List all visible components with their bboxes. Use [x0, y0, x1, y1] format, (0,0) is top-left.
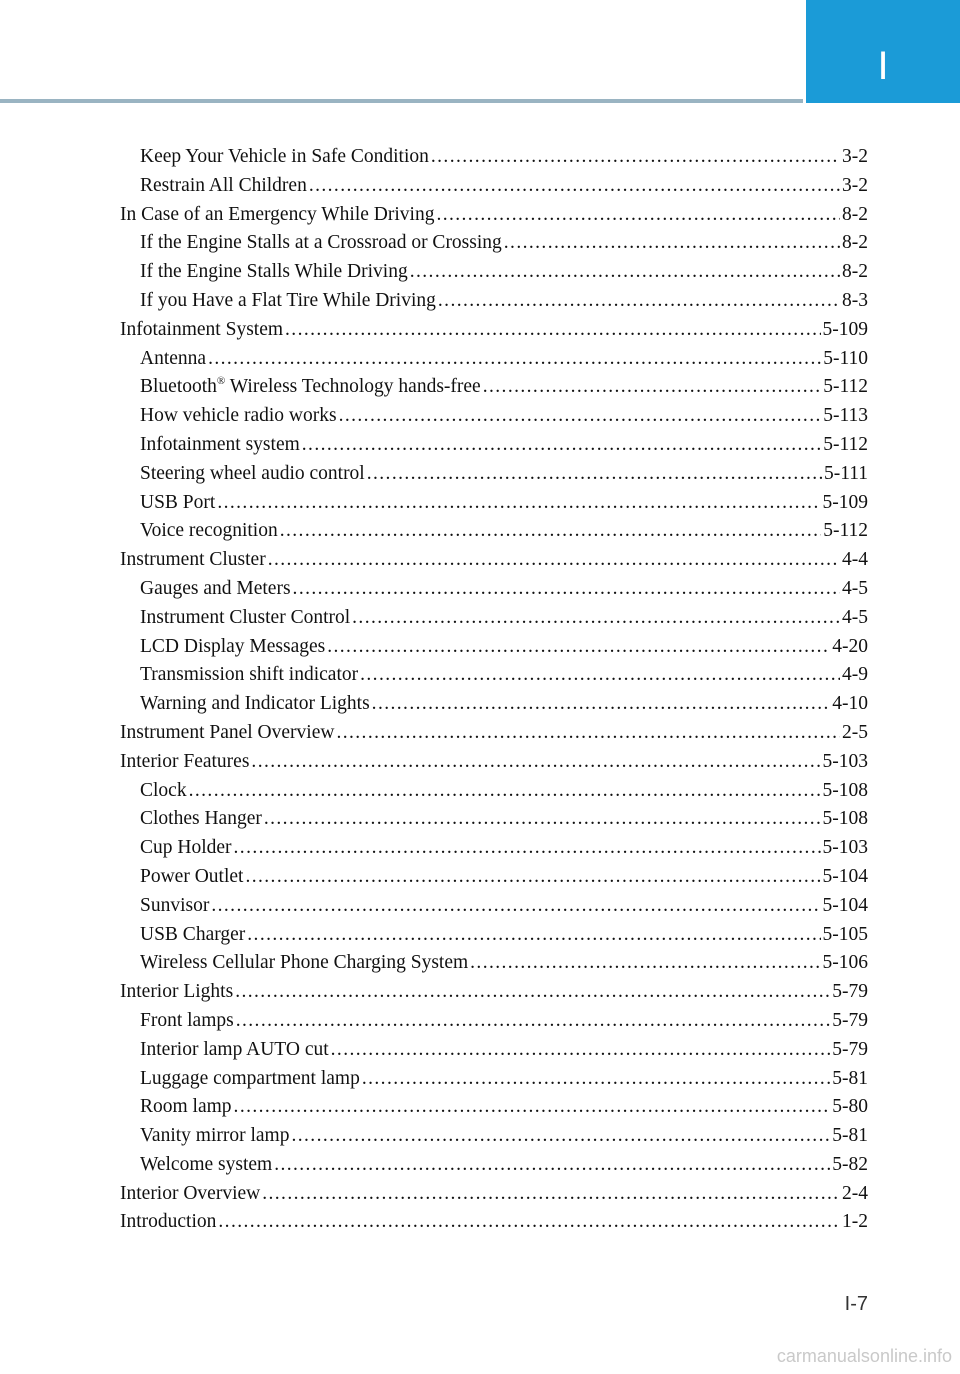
- dot-leader: [431, 143, 840, 172]
- page-number: I-7: [844, 1293, 868, 1315]
- dot-leader: [339, 402, 822, 431]
- index-entry[interactable]: [120, 978, 868, 1007]
- dot-leader: [336, 719, 840, 748]
- entry-label: Room lamp: [140, 1096, 232, 1118]
- dot-leader: [483, 373, 822, 402]
- entry-label: Infotainment System: [120, 318, 284, 340]
- entry-page-ref: 4-5: [842, 606, 868, 628]
- dot-leader: [470, 949, 820, 978]
- entry-page-ref: 4-5: [842, 577, 868, 599]
- dot-leader: [372, 690, 831, 719]
- entry-label: Front lamps: [140, 1009, 234, 1031]
- index-entry[interactable]: [120, 1208, 868, 1237]
- entry-page-ref: 5-112: [823, 376, 868, 398]
- registered-mark: ®: [216, 375, 226, 388]
- index-subentry[interactable]: [120, 1151, 868, 1180]
- dot-leader: [211, 892, 820, 921]
- index-subentry[interactable]: [120, 777, 868, 806]
- entry-page-ref: 5-82: [832, 1153, 868, 1175]
- entry-label: Instrument Panel Overview: [120, 721, 335, 743]
- entry-page-ref: 3-2: [842, 146, 868, 167]
- entry-label: Keep Your Vehicle in Safe Condition: [140, 146, 429, 167]
- dot-leader: [331, 1036, 831, 1065]
- entry-label: Wireless Cellular Phone Charging System: [140, 952, 469, 974]
- dot-leader: [245, 863, 820, 892]
- dot-leader: [234, 1093, 831, 1122]
- entry-label: Vanity mirror lamp: [140, 1125, 290, 1147]
- dot-leader: [293, 575, 840, 604]
- dot-leader: [436, 201, 840, 230]
- dot-leader: [247, 921, 820, 950]
- dot-leader: [504, 229, 840, 258]
- index-entry[interactable]: [120, 316, 868, 345]
- index-entry[interactable]: [120, 1180, 868, 1209]
- entry-label: USB Port: [140, 491, 216, 513]
- dot-leader: [218, 1208, 840, 1237]
- index-subentry[interactable]: [120, 1065, 868, 1094]
- entry-page-ref: 5-79: [832, 1038, 868, 1060]
- entry-page-ref: 5-108: [822, 779, 868, 801]
- entry-page-ref: 4-20: [832, 635, 868, 657]
- entry-page-ref: 2-4: [842, 1182, 868, 1204]
- entry-label: Welcome system: [140, 1153, 273, 1175]
- index-list: [120, 143, 868, 1237]
- entry-label: Infotainment system: [140, 433, 300, 455]
- entry-label: How vehicle radio works: [140, 405, 337, 427]
- dot-leader: [251, 748, 820, 777]
- dot-leader: [274, 1151, 830, 1180]
- entry-page-ref: 5-104: [822, 865, 868, 887]
- dot-leader: [235, 978, 830, 1007]
- section-tab: [806, 0, 960, 103]
- index-subentry[interactable]: [120, 373, 868, 402]
- entry-label: Interior Features: [120, 750, 250, 772]
- dot-leader: [189, 777, 821, 806]
- entry-page-ref: 5-110: [823, 347, 868, 369]
- dot-leader: [360, 661, 840, 690]
- index-subentry[interactable]: [120, 1007, 868, 1036]
- entry-page-ref: 4-9: [842, 664, 868, 686]
- index-subentry[interactable]: [120, 172, 868, 201]
- index-subentry[interactable]: [120, 949, 868, 978]
- entry-label: Transmission shift indicator: [140, 664, 359, 686]
- entry-page-ref: 5-79: [832, 1009, 868, 1031]
- entry-label: Instrument Cluster Control: [140, 606, 351, 628]
- dot-leader: [367, 460, 822, 489]
- entry-label: Power Outlet: [140, 865, 244, 887]
- index-subentry[interactable]: [120, 690, 868, 719]
- entry-label: Luggage compartment lamp: [140, 1067, 360, 1089]
- entry-page-ref: 5-103: [822, 837, 868, 859]
- entry-page-ref: 1-2: [842, 1211, 868, 1233]
- entry-page-ref: 2-5: [842, 721, 868, 743]
- entry-label: If the Engine Stalls While Driving: [140, 261, 408, 283]
- entry-label: Interior Lights: [120, 981, 234, 1003]
- entry-page-ref: 5-81: [832, 1067, 868, 1089]
- entry-label: Gauges and Meters: [140, 577, 291, 599]
- index-subentry[interactable]: [120, 575, 868, 604]
- entry-label: USB Charger: [140, 923, 246, 945]
- watermark: carmanualsonline.info: [776, 1346, 952, 1366]
- dot-leader: [309, 172, 840, 201]
- entry-page-ref: 5-112: [823, 520, 868, 542]
- index-subentry[interactable]: [120, 604, 868, 633]
- dot-leader: [234, 834, 821, 863]
- dot-leader: [352, 604, 840, 633]
- index-subentry[interactable]: [120, 805, 868, 834]
- index-subentry[interactable]: [120, 633, 868, 662]
- entry-page-ref: 8-2: [842, 203, 868, 225]
- index-subentry[interactable]: [120, 143, 868, 172]
- entry-page-ref: 8-3: [842, 289, 868, 311]
- index-subentry[interactable]: [120, 431, 868, 460]
- index-subentry[interactable]: [120, 892, 868, 921]
- entry-page-ref: 5-109: [822, 318, 868, 340]
- entry-label: Introduction: [120, 1211, 217, 1233]
- entry-label: Steering wheel audio control: [140, 462, 365, 484]
- entry-label: Voice recognition: [140, 520, 278, 542]
- index-subentry[interactable]: [120, 1122, 868, 1151]
- index-entry[interactable]: [120, 201, 868, 230]
- entry-label: Clock: [140, 779, 187, 801]
- entry-label: If you Have a Flat Tire While Driving: [140, 289, 436, 311]
- index-subentry[interactable]: [120, 287, 868, 316]
- entry-label: Clothes Hanger: [140, 808, 262, 830]
- index-subentry[interactable]: [120, 489, 868, 518]
- header-rule: [0, 99, 803, 103]
- entry-page-ref: 5-81: [832, 1125, 868, 1147]
- index-entry[interactable]: [120, 748, 868, 777]
- index-entry[interactable]: [120, 546, 868, 575]
- entry-page-ref: 5-109: [822, 491, 868, 513]
- entry-page-ref: 8-2: [842, 232, 868, 254]
- index-subentry[interactable]: [120, 460, 868, 489]
- index-subentry[interactable]: [120, 402, 868, 431]
- dot-leader: [291, 1122, 830, 1151]
- dot-leader: [285, 316, 820, 345]
- entry-page-ref: 8-2: [842, 261, 868, 283]
- dot-leader: [264, 805, 821, 834]
- entry-page-ref: 5-105: [822, 923, 868, 945]
- entry-label: Bluetooth® Wireless Technology hands-free: [140, 375, 481, 398]
- dot-leader: [262, 1180, 840, 1209]
- entry-page-ref: 5-103: [822, 750, 868, 772]
- entry-page-ref: 3-2: [842, 174, 868, 196]
- index-subentry[interactable]: [120, 661, 868, 690]
- entry-page-ref: 5-80: [832, 1096, 868, 1118]
- dot-leader: [236, 1007, 831, 1036]
- index-subentry[interactable]: [120, 345, 868, 374]
- entry-label: Instrument Cluster: [120, 549, 266, 571]
- entry-page-ref: 4-4: [842, 549, 868, 571]
- dot-leader: [362, 1065, 830, 1094]
- dot-leader: [438, 287, 840, 316]
- index-subentry[interactable]: [120, 517, 868, 546]
- dot-leader: [208, 345, 821, 374]
- entry-page-ref: 5-108: [822, 808, 868, 830]
- entry-label: Interior lamp AUTO cut: [140, 1038, 329, 1060]
- dot-leader: [410, 258, 840, 287]
- entry-page-ref: 4-10: [832, 693, 868, 715]
- entry-page-ref: 5-106: [822, 952, 868, 974]
- entry-label: In Case of an Emergency While Driving: [120, 203, 435, 225]
- entry-label: Warning and Indicator Lights: [140, 693, 370, 715]
- entry-label: Cup Holder: [140, 837, 232, 859]
- entry-label: Sunvisor: [140, 894, 210, 916]
- entry-label: Antenna: [140, 347, 207, 369]
- index-subentry[interactable]: [120, 1036, 868, 1065]
- dot-leader: [327, 633, 830, 662]
- index-subentry[interactable]: [120, 229, 868, 258]
- dot-leader: [302, 431, 821, 460]
- entry-page-ref: 5-113: [823, 405, 868, 427]
- entry-page-ref: 5-79: [832, 981, 868, 1003]
- index-subentry[interactable]: [120, 863, 868, 892]
- entry-label: If the Engine Stalls at a Crossroad or Crossing: [140, 232, 502, 254]
- dot-leader: [217, 489, 820, 518]
- entry-label: LCD Display Messages: [140, 635, 326, 657]
- dot-leader: [280, 517, 821, 546]
- index-subentry[interactable]: [120, 1093, 868, 1122]
- dot-leader: [268, 546, 840, 575]
- entry-label: Interior Overview: [120, 1182, 261, 1204]
- section-letter: I: [877, 44, 889, 88]
- entry-label: Restrain All Children: [140, 174, 307, 196]
- index-subentry[interactable]: [120, 258, 868, 287]
- entry-page-ref: 5-111: [823, 462, 868, 484]
- index-subentry[interactable]: [120, 834, 868, 863]
- index-subentry[interactable]: [120, 921, 868, 950]
- index-entry[interactable]: [120, 719, 868, 748]
- entry-page-ref: 5-112: [823, 433, 868, 455]
- entry-page-ref: 5-104: [822, 894, 868, 916]
